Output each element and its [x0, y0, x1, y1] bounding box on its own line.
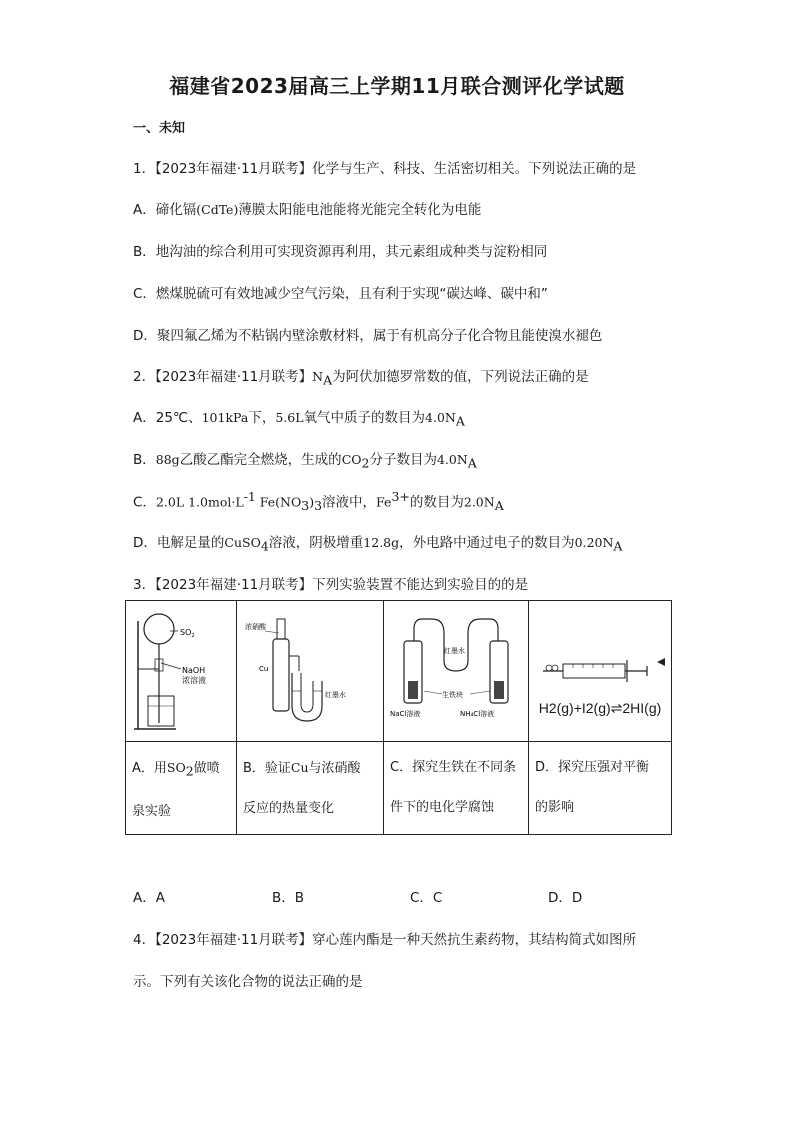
q3-option-d: D．D	[548, 890, 583, 906]
q1-option-a: A．碲化镉(CdTe)薄膜太阳能电池能将光能完全转化为电能	[133, 202, 482, 218]
fig-d-cell	[529, 601, 672, 742]
experiment-table	[125, 600, 672, 835]
caption-c: C．探究生铁在不同条 件下的电化学腐蚀	[384, 742, 529, 835]
section-heading: 一、未知	[133, 121, 186, 136]
iron-label: 生铁块	[442, 691, 463, 699]
q4-stem-line2: 示。下列有关该化合物的说法正确的是	[133, 974, 363, 990]
caption-a: A．用$SO_2$做喷 泉实验	[126, 742, 237, 835]
q3-option-c: C．C	[410, 890, 443, 906]
solution-label: 浓溶液	[182, 676, 206, 685]
caption-b: B．验证Cu与浓硝酸 反应的热量变化	[237, 742, 384, 835]
page-title: 福建省2023届高三上学期11月联合测评化学试题	[169, 74, 625, 98]
so2-label: $SO_2$	[180, 628, 195, 639]
q1-stem: 1．【2023年福建·11月联考】化学与生产、科技、生活密切相关。下列说法正确的是	[133, 161, 637, 177]
ink-label: 红墨水	[325, 691, 346, 699]
naoh-label: NaOH	[182, 666, 206, 675]
fig-a-cell	[126, 601, 237, 742]
cu-label: Cu	[259, 665, 269, 673]
fig-b-cell	[237, 601, 384, 742]
q1-option-c: C．燃煤脱硫可有效地减少空气污染，且有利于实现“碳达峰、碳中和”	[133, 286, 548, 302]
caption-d: D．探究压强对平衡 的影响	[529, 742, 672, 835]
syringe-figure	[529, 626, 671, 686]
fig-c-cell	[384, 601, 529, 742]
equilibrium-equation: H2(g)+I2(g)⇌2HI(g)	[538, 699, 662, 716]
ink-label: 红墨水	[444, 647, 465, 655]
nh4cl-label: NH₄Cl溶液	[460, 710, 495, 718]
q3-stem: 3．【2023年福建·11月联考】下列实验装置不能达到实验目的的是	[133, 577, 529, 593]
q1-option-b: B．地沟油的综合利用可实现资源再利用，其元素组成种类与淀粉相同	[133, 244, 548, 260]
cu-nitric-acid-figure	[237, 601, 383, 737]
q2-stem: 2．【2023年福建·11月联考】$N_A$为阿伏加德罗常数的值，下列说法正确的是	[133, 369, 589, 388]
fountain-apparatus-figure	[126, 601, 236, 737]
q1-option-d: D．聚四氟乙烯为不粘锅内壁涂敷材料，属于有机高分子化合物且能使溴水褪色	[133, 328, 603, 344]
iron-corrosion-figure	[384, 601, 528, 737]
q3-option-a: A．A	[133, 890, 165, 906]
q4-stem-line1: 4．【2023年福建·11月联考】穿心莲内酯是一种天然抗生素药物，其结构简式如图所	[133, 932, 637, 948]
q3-option-b: B．B	[272, 890, 305, 906]
q2-option-c: C．2.0L $1.0mol\cdot L^{-1}$ $Fe(NO_3)_3$溶液中，$Fe^{3+}$的数目为$2.0N_A$	[133, 489, 504, 514]
nacl-label: NaCl溶液	[390, 710, 421, 718]
acid-label: 浓硝酸	[245, 623, 266, 631]
q2-option-a: A．25℃、101kPa下，5.6L氧气中质子的数目为$4.0N_A$	[133, 410, 465, 429]
q2-option-d: D．电解足量的CuSO$_4$溶液，阴极增重12.8g，外电路中通过电子的数目为$0.20N_A$	[133, 535, 623, 554]
q2-option-b: B．88g乙酸乙酯完全燃烧，生成的$CO_2$分子数目为$4.0N_A$	[133, 452, 477, 471]
